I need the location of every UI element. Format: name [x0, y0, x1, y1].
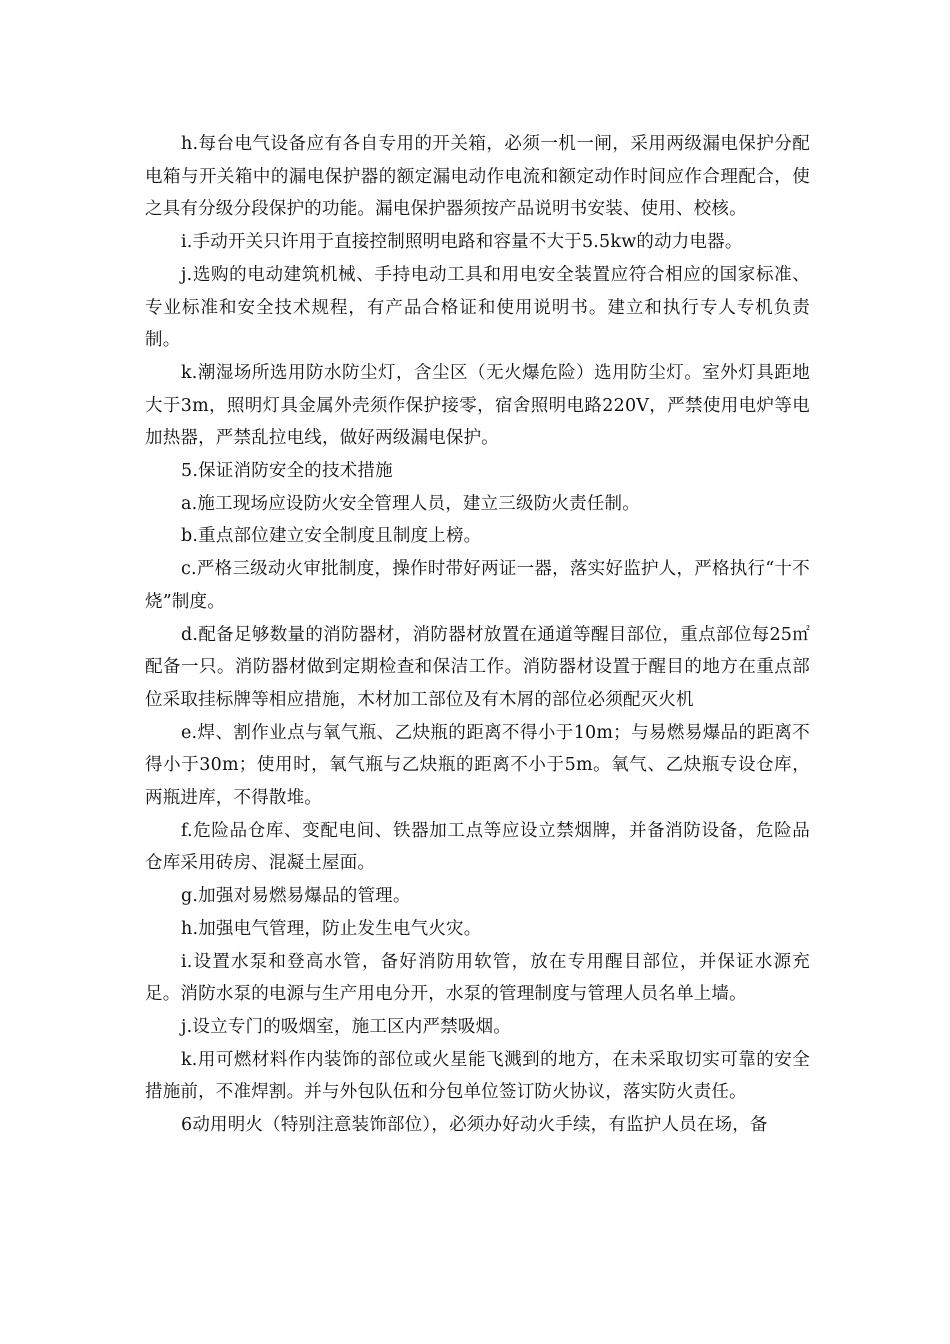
paragraph-6-open-flame: 6动用明火（特别注意装饰部位），必须办好动火手续，有监护人员在场，备	[181, 1115, 768, 1136]
paragraph-a-fire-manager: a.施工现场应设防火安全管理人员，建立三级防火责任制。	[181, 493, 640, 514]
paragraph-g-flammables: g.加强对易燃易爆品的管理。	[181, 886, 411, 907]
paragraph-f-hazardous-storage: f.危险品仓库、变配电间、铁器加工点等应设立禁烟牌，并备消防设备，危险品仓库采用砖房、混凝土屋面。	[145, 820, 810, 874]
paragraph-e-gas-cylinders: e.焊、割作业点与氧气瓶、乙炔瓶的距离不得小于10m；与易燃易爆品的距离不得小于30m；使用时，氧气瓶与乙炔瓶的距离不小于5m。氧气、乙炔瓶专设仓库，两瓶进库，不得散堆。	[145, 722, 810, 809]
paragraph-i-manual-switch: i.手动开关只许用于直接控制照明电路和容量不大于5.5kw的动力电器。	[181, 232, 743, 253]
paragraph-j-smoking-room: j.设立专门的吸烟室，施工区内严禁吸烟。	[181, 1016, 511, 1037]
paragraph-h-electrical-fire: h.加强电气管理，防止发生电气火灾。	[181, 918, 482, 939]
paragraph-k-lighting: k.潮湿场所选用防水防尘灯，含尘区（无火爆危险）选用防尘灯。室外灯具距地大于3m，照明灯具金属外壳须作保护接零，宿舍照明电路220V，严禁使用电炉等电加热器，严禁乱拉电线，做好两级漏电保护。	[145, 362, 810, 449]
paragraph-i-water-pump: i.设置水泵和登高水管，备好消防用软管，放在专用醒目部位，并保证水源充足。消防水泵的电源与生产用电分开，水泵的管理制度与管理人员名单上墙。	[145, 951, 810, 1005]
paragraph-b-key-areas: b.重点部位建立安全制度且制度上榜。	[181, 526, 482, 547]
paragraph-c-hot-work-approval: c.严格三级动火审批制度，操作时带好两证一器，落实好监护人，严格执行“十不烧”制度。	[145, 559, 810, 612]
paragraph-d-fire-equipment: d.配备足够数量的消防器材，消防器材放置在通道等醒目部位，重点部位每25㎡配备一只。消防器材做到定期检查和保洁工作。消防器材设置于醒目的地方在重点部位采取挂标牌等相应措施，木材加工部位及有木屑的部位必须配灭火机	[145, 624, 810, 710]
paragraph-j-equipment-standards: j.选购的电动建筑机械、手持电动工具和用电安全装置应符合相应的国家标准、专业标准和安全技术规程，有产品合格证和使用说明书。建立和执行专人专机负责制。	[145, 264, 810, 351]
paragraph-k-combustible-decoration: k.用可燃材料作内装饰的部位或火星能飞溅到的地方，在未采取切实可靠的安全措施前，不准焊割。并与外包队伍和分包单位签订防火协议，落实防火责任。	[145, 1049, 810, 1103]
section-heading-fire-safety: 5.保证消防安全的技术措施	[181, 461, 393, 482]
paragraph-h-leakage-protection: h.每台电气设备应有各自专用的开关箱，必须一机一闸，采用两级漏电保护分配电箱与开关箱中的漏电保护器的额定漏电动作电流和额定动作时间应作合理配合，使之具有分级分段保护的功能。漏电保护器须按产品说明书安装、使用、校核。	[145, 134, 810, 220]
document-body	[145, 128, 810, 1142]
